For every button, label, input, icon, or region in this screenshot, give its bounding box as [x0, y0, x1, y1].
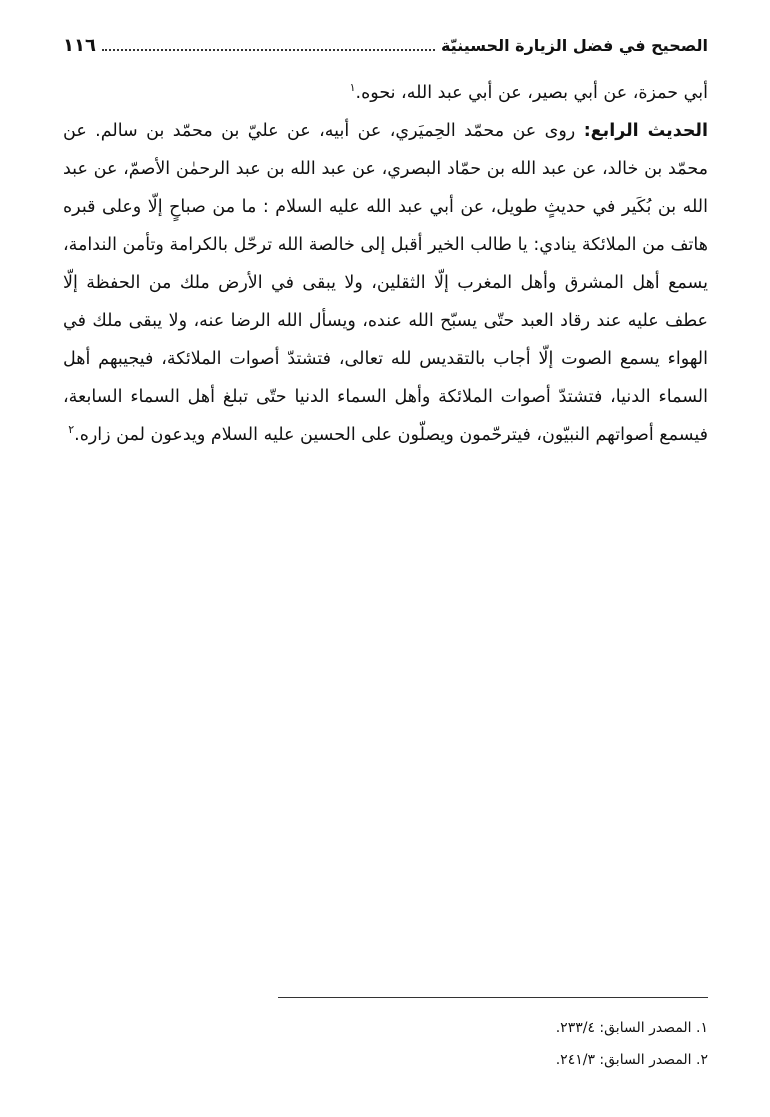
- header-dotted-leader: [102, 49, 435, 51]
- footnote-separator: [278, 997, 708, 998]
- footnotes: [63, 1012, 708, 1076]
- footnote-item: ٢. المصدر السابق: ٢٤١/٣.: [555, 1052, 708, 1068]
- hadith-text: روى عن محمّد الحِميَري، عن أبيه، عن عليّ بن محمّد بن سالم. عن محمّد بن خالد، عن عبد الله بن حمّاد البصري، عن عبد الله بن عبد الرحمٰن الأصمّ، عن عبد الله بن بُكَير في حديثٍ طويل، عن أبي عبد الله عليه السلام : ما من صباحٍ إلّا وعلى قبره هاتف من الملائكة ينادي: يا طالب الخير أقبل إلى خالصة الله ترحّل بالكرامة وتأمن الندامة، يسمع أهل المشرق وأهل المغرب إلّا الثقلين، ولا يبقى في الأرض ملك من الحفظة إلّا عطف عليه عند رقاد العبد حتّى يسبّح الله عنده، ويسأل الله الرضا عنه، ولا يبقى ملك في الهواء يسمع الصوت إلّا أجاب بالتقديس لله تعالى، فتشتدّ أصوات الملائكة، فيجيبهم أهل السماء الدنيا، فتشتدّ أصوات الملائكة وأهل السماء الدنيا حتّى تبلغ أهل السماء السابعة، فيسمع أصواتهم النبيّون، فيترحّمون ويصلّون على الحسين عليه السلام ويدعون لمن زاره.: [63, 121, 708, 445]
- footnote-item: ١. المصدر السابق: ٢٣٣/٤.: [555, 1020, 708, 1036]
- footnote-ref-2: ٢: [68, 423, 75, 437]
- page-number: ١١٦: [63, 34, 96, 56]
- hadith-label: الحديث الرابع:: [583, 121, 708, 141]
- main-text: [63, 74, 708, 454]
- paragraph-hadith-four: [63, 112, 708, 454]
- running-header: [63, 33, 708, 57]
- paragraph-continuation: [63, 74, 708, 112]
- footnote-ref-1: ١: [349, 81, 356, 95]
- header-title: الصحيح في فضل الزيارة الحسينيّة: [440, 35, 708, 55]
- continuation-text: أبي حمزة، عن أبي بصير، عن أبي عبد الله، نحوه.: [355, 83, 708, 103]
